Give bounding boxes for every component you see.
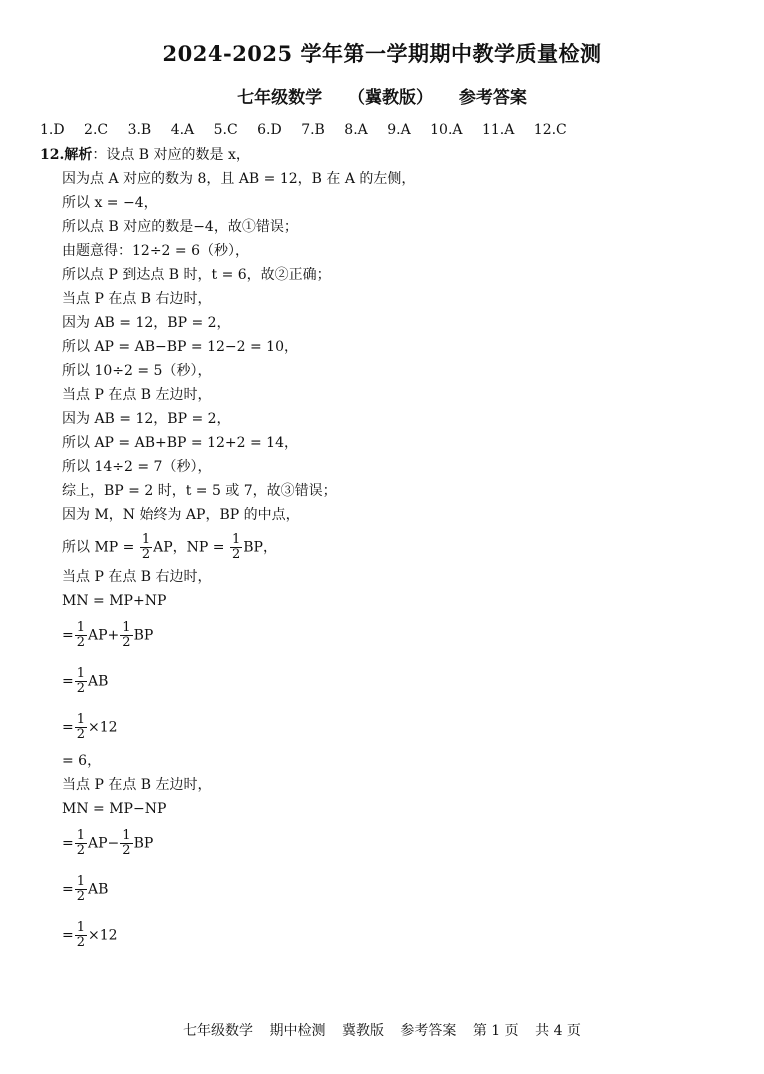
page-footer (0, 1020, 764, 1040)
solution-line (62, 829, 153, 858)
subtitle-grade: 七年级数学 (237, 88, 323, 108)
fraction-denominator: 2 (76, 843, 86, 858)
subtitle-edition: （冀教版） (348, 88, 433, 108)
solution-line: 因为 AB = 12，BP = 2， (62, 411, 231, 427)
math-text: AP− (88, 835, 120, 852)
fraction-denominator: 2 (76, 635, 86, 650)
solution-line (40, 145, 250, 165)
math-text: = (62, 835, 74, 852)
solution-line: 因为点 A 对应的数为 8，且 AB = 12，B 在 A 的左侧， (62, 171, 416, 187)
solution-line (62, 621, 153, 650)
math-text: ×12 (88, 927, 118, 944)
solution-line: 综上，BP = 2 时，t = 5 或 7，故③错误； (62, 483, 337, 499)
answer-item: 11.A (481, 122, 515, 138)
answer-item: 2.C (84, 122, 109, 138)
page-title: 2024-2025 学年第一学期期中教学质量检测 (162, 41, 602, 66)
fraction-denominator: 2 (141, 547, 151, 562)
footer-subject: 七年级数学 (183, 1023, 254, 1039)
answer-item: 6.D (257, 122, 282, 138)
solution-line: 因为 AB = 12，BP = 2， (62, 315, 231, 331)
fraction-one-half (75, 621, 87, 650)
solution-line (62, 921, 118, 950)
solution-line (62, 667, 108, 696)
math-text: = (62, 881, 74, 898)
fraction-one-half (75, 829, 87, 858)
math-text: AP+ (88, 627, 120, 644)
solution-line: MN = MP−NP (62, 801, 167, 817)
fraction-denominator: 2 (76, 889, 86, 904)
fraction-denominator: 2 (122, 635, 131, 650)
answer-item: 8.A (344, 122, 368, 138)
footer-exam: 期中检测 (269, 1023, 326, 1039)
solution-line (62, 713, 118, 742)
fraction-numerator: 1 (76, 620, 86, 635)
answer-item: 1.D (40, 122, 65, 138)
solution-line: MN = MP+NP (62, 593, 167, 609)
fraction-numerator: 1 (141, 532, 151, 547)
solution-line: 当点 P 在点 B 左边时， (62, 387, 212, 403)
math-text: = (62, 627, 74, 644)
subtitle-type: 参考答案 (458, 88, 527, 108)
solution-text: ：设点 B 对应的数是 x， (92, 147, 250, 163)
fraction-one-half (75, 875, 87, 904)
footer-edition: 冀教版 (341, 1023, 384, 1039)
fraction-numerator: 1 (122, 620, 131, 635)
solution-line: 所以点 B 对应的数是−4，故①错误； (62, 219, 298, 235)
solution-line: 当点 P 在点 B 左边时， (62, 777, 212, 793)
fraction-one-half (230, 533, 242, 562)
fraction-one-half (120, 829, 132, 858)
math-text: = (62, 927, 74, 944)
solution-line: 当点 P 在点 B 右边时， (62, 569, 212, 585)
solution-line: 当点 P 在点 B 右边时， (62, 291, 212, 307)
fraction-denominator: 2 (76, 727, 86, 742)
solution-line: = 6， (62, 753, 102, 769)
solution-line: 所以 10÷2 = 5（秒）， (62, 363, 212, 379)
fraction-one-half (120, 621, 132, 650)
solution-line: 所以 AP = AB+BP = 12+2 = 14， (62, 435, 298, 451)
solution-line: 所以 AP = AB−BP = 12−2 = 10， (62, 339, 298, 355)
solution-line: 所以 14÷2 = 7（秒）， (62, 459, 212, 475)
fraction-one-half (75, 667, 87, 696)
fraction-denominator: 2 (76, 681, 86, 696)
math-text: 所以 MP = (62, 539, 135, 556)
fraction-numerator: 1 (76, 920, 86, 935)
answer-item: 9.A (387, 122, 411, 138)
answer-item: 4.A (170, 122, 195, 138)
math-text: AB (88, 673, 109, 690)
fraction-numerator: 1 (122, 828, 131, 843)
solution-line (62, 533, 277, 562)
answer-item: 5.C (213, 122, 238, 138)
page-subtitle (0, 83, 764, 108)
answer-key-row (40, 122, 582, 138)
footer-type: 参考答案 (400, 1023, 457, 1039)
fraction-numerator: 1 (76, 874, 86, 889)
math-text: = (62, 719, 74, 736)
solution-line: 所以 x = −4， (62, 195, 158, 211)
fraction-numerator: 1 (76, 828, 86, 843)
math-text: ×12 (88, 719, 118, 736)
fraction-numerator: 1 (76, 712, 86, 727)
solution-line: 由题意得：12÷2 = 6（秒）， (62, 243, 249, 259)
math-text: = (62, 673, 74, 690)
answer-item: 10.A (430, 122, 463, 138)
solution-line: 因为 M，N 始终为 AP，BP 的中点， (62, 507, 300, 523)
math-text: AP，NP = (153, 539, 225, 556)
fraction-numerator: 1 (231, 532, 241, 547)
math-text: BP， (243, 539, 277, 556)
fraction-one-half (75, 921, 87, 950)
fraction-numerator: 1 (76, 666, 86, 681)
solution-line: 所以点 P 到达点 B 时，t = 6，故②正确； (62, 267, 331, 283)
fraction-one-half (140, 533, 152, 562)
fraction-one-half (75, 713, 87, 742)
math-text: BP (133, 835, 154, 852)
question-number: 12. (40, 147, 65, 163)
fraction-denominator: 2 (231, 547, 241, 562)
footer-page-number: 第 1 页 (472, 1023, 519, 1039)
answer-item: 12.C (533, 122, 567, 138)
analysis-label: 解析 (64, 147, 93, 163)
footer-total-pages: 共 4 页 (535, 1023, 581, 1039)
answer-item: 7.B (301, 122, 325, 138)
solution-line (62, 875, 108, 904)
math-text: AB (88, 881, 109, 898)
fraction-denominator: 2 (76, 935, 86, 950)
math-text: BP (133, 627, 154, 644)
answer-item: 3.B (127, 122, 152, 138)
fraction-denominator: 2 (122, 843, 131, 858)
